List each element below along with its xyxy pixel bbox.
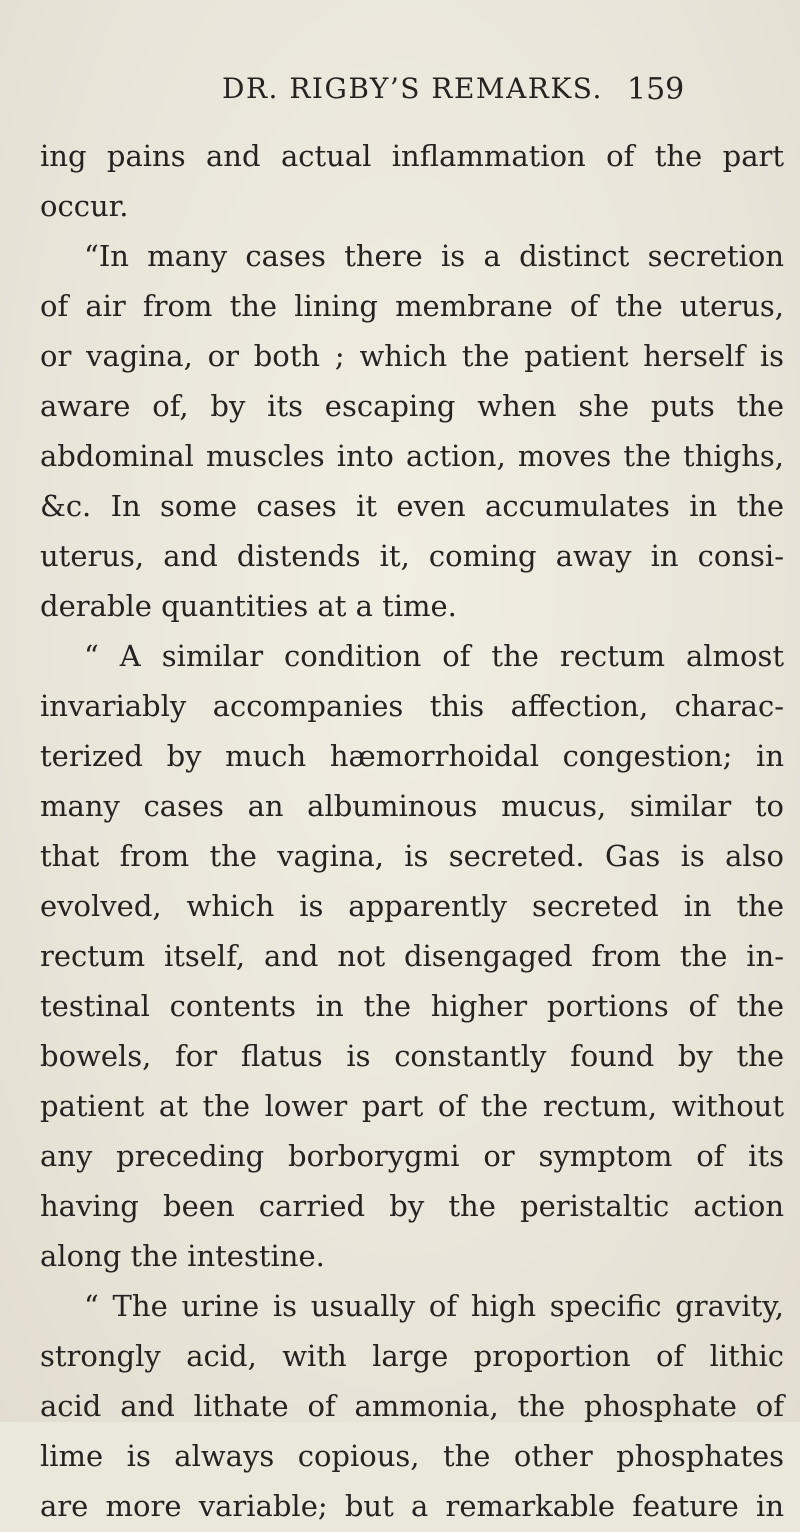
text-line: along the intestine.: [40, 1239, 325, 1273]
text-line: strongly acid, with large proportion of lithic: [40, 1339, 784, 1373]
text-line: any preceding borborygmi or symptom of its: [40, 1139, 784, 1173]
text-line: acid and lithate of ammonia, the phosphate of: [40, 1389, 784, 1423]
text-line: aware of, by its escaping when she puts the: [40, 389, 784, 423]
text-line: invariably accompanies this affection, charac-: [40, 689, 784, 723]
text-line: bowels, for flatus is constantly found by the: [40, 1039, 784, 1073]
text-line: or vagina, or both ; which the patient herself is: [40, 339, 784, 373]
text-line: evolved, which is apparently secreted in the: [40, 889, 784, 923]
text-line: terized by much hæmorrhoidal congestion; in: [40, 739, 784, 773]
text-line: lime is always copious, the other phosphates: [40, 1439, 784, 1473]
running-title: DR. RIGBY’S REMARKS.: [222, 72, 603, 105]
text-line: patient at the lower part of the rectum, without: [40, 1089, 784, 1123]
text-line: many cases an albuminous mucus, similar to: [40, 789, 784, 823]
text-line: uterus, and distends it, coming away in consi-: [40, 539, 784, 573]
text-line: that from the vagina, is secreted. Gas is also: [40, 839, 784, 873]
text-line: “In many cases there is a distinct secretion: [84, 239, 784, 273]
text-line: having been carried by the peristaltic action: [40, 1189, 784, 1223]
text-line: abdominal muscles into action, moves the thighs,: [40, 439, 784, 473]
text-line: testinal contents in the higher portions of the: [40, 989, 784, 1023]
text-line: “ The urine is usually of high specific gravity,: [84, 1289, 784, 1323]
text-line: are more variable; but a remarkable feature in: [40, 1489, 784, 1523]
text-line: ing pains and actual inflammation of the part: [40, 139, 784, 173]
text-line: derable quantities at a time.: [40, 589, 457, 623]
page-number: 159: [627, 72, 685, 107]
text-line: of air from the lining membrane of the uterus,: [40, 289, 784, 323]
running-head: [0, 72, 800, 116]
text-line: rectum itself, and not disengaged from the in-: [40, 939, 784, 973]
text-line: occur.: [40, 189, 129, 223]
text-line: “ A similar condition of the rectum almost: [84, 639, 784, 673]
text-line: &c. In some cases it even accumulates in the: [40, 489, 784, 523]
